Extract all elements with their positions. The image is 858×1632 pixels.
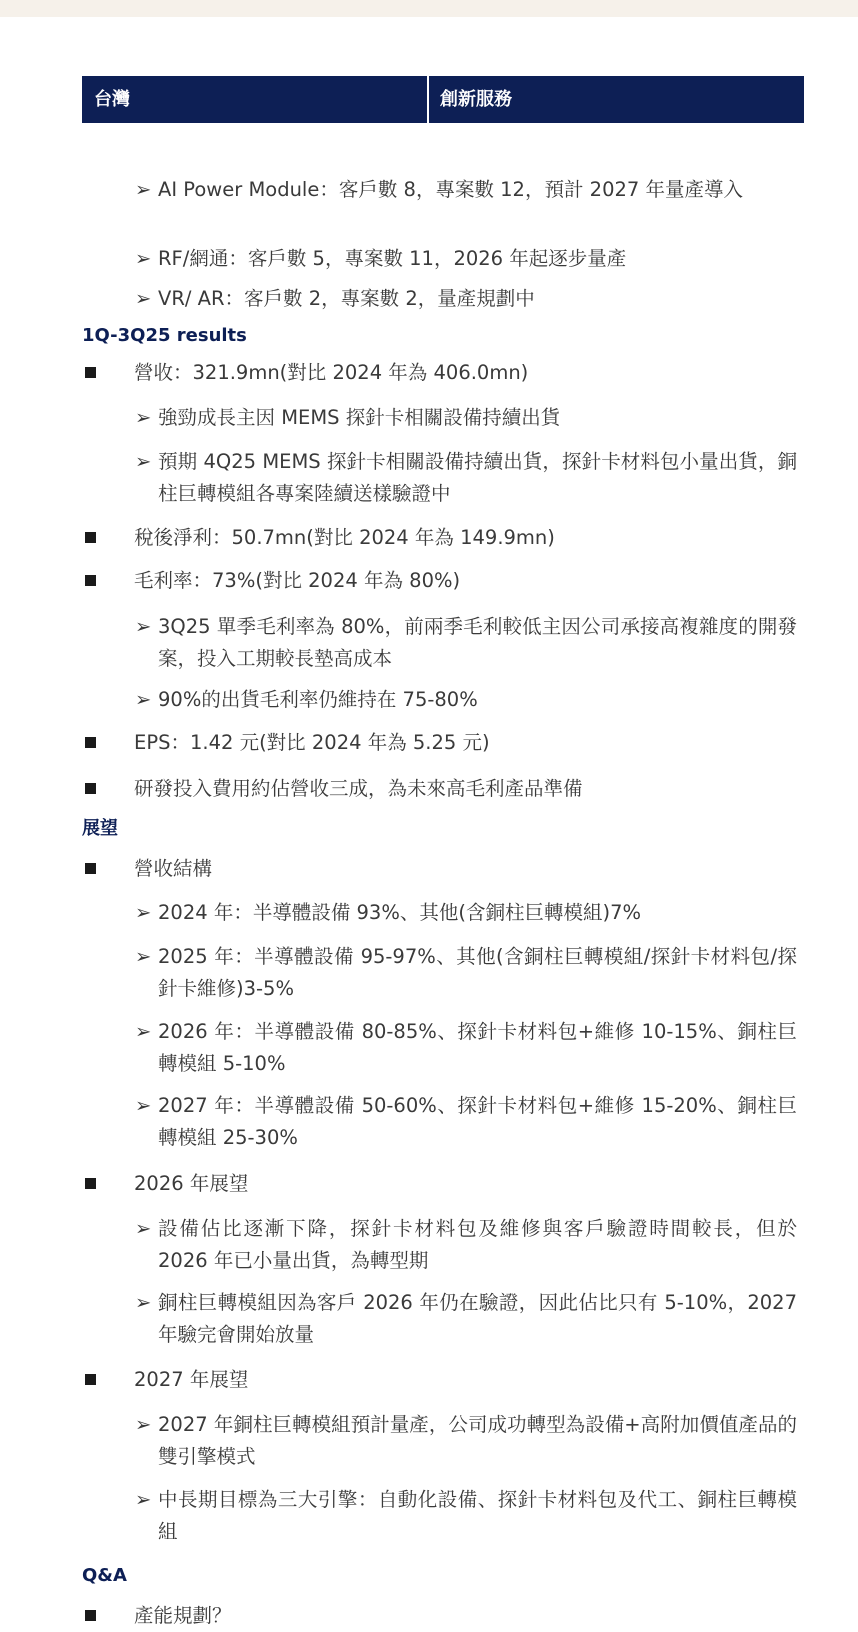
- intro-bullet-2: ➢ RF/網通：客戶數 5，專案數 11，2026 年起逐步量產: [135, 243, 797, 275]
- results-net-profit-item: 稅後淨利：50.7mn(對比 2024 年為 149.9mn): [82, 522, 802, 554]
- top-band: [0, 0, 858, 17]
- square-bullet-icon: [85, 737, 96, 748]
- arrow-bullet-icon: ➢: [135, 1094, 152, 1117]
- square-bullet-icon: [85, 1374, 96, 1385]
- revenue-sub-2: ➢ 預期 4Q25 MEMS 探針卡相關設備持續出貨，探針卡材料包小量出貨，銅柱巨轉模組各專案陸續送樣驗證中: [135, 446, 797, 510]
- gross-margin-sub-2: ➢ 90%的出貨毛利率仍維持在 75-80%: [135, 684, 797, 716]
- arrow-bullet-icon: ➢: [135, 1488, 152, 1511]
- structure-sub-2: ➢ 2025 年：半導體設備 95-97%、其他(含銅柱巨轉模組/探針卡材料包/探針卡維修)3-5%: [135, 941, 797, 1005]
- results-rnd-item: 研發投入費用約佔營收三成，為未來高毛利產品準備: [82, 773, 802, 805]
- square-bullet-icon: [85, 367, 96, 378]
- qa-section-title: Q&A: [82, 1565, 127, 1586]
- outlook-2027-sub-1: ➢ 2027 年銅柱巨轉模組預計量產，公司成功轉型為設備+高附加價值產品的雙引擎模式: [135, 1409, 797, 1473]
- qa-first-item: 產能規劃？: [82, 1600, 802, 1632]
- results-gross-margin-item: 毛利率：73%(對比 2024 年為 80%): [82, 565, 802, 597]
- report-header-bar: [82, 76, 804, 123]
- arrow-bullet-icon: ➢: [135, 945, 152, 968]
- square-bullet-icon: [85, 863, 96, 874]
- outlook-2027-item: 2027 年展望: [82, 1364, 802, 1396]
- outlook-section-title: 展望: [82, 818, 118, 839]
- structure-sub-3: ➢ 2026 年：半導體設備 80-85%、探針卡材料包+維修 10-15%、銅柱巨轉模組 5-10%: [135, 1016, 797, 1080]
- arrow-bullet-icon: ➢: [135, 688, 152, 711]
- arrow-bullet-icon: ➢: [135, 1217, 152, 1240]
- intro-bullet-3: ➢ VR/ AR：客戶數 2，專案數 2，量產規劃中: [135, 283, 797, 315]
- revenue-sub-1: ➢ 強勁成長主因 MEMS 探針卡相關設備持續出貨: [135, 402, 797, 434]
- outlook-revenue-structure-item: 營收結構: [82, 853, 802, 885]
- square-bullet-icon: [85, 532, 96, 543]
- square-bullet-icon: [85, 575, 96, 586]
- header-company: 創新服務: [440, 89, 512, 110]
- arrow-bullet-icon: ➢: [135, 615, 152, 638]
- intro-bullet-1: ➢ AI Power Module：客戶數 8，專案數 12，預計 2027 年量產導入: [135, 174, 797, 206]
- arrow-bullet-icon: ➢: [135, 1291, 152, 1314]
- header-divider: [427, 76, 429, 123]
- outlook-2026-sub-1: ➢ 設備佔比逐漸下降，探針卡材料包及維修與客戶驗證時間較長，但於 2026 年已小量出貨，為轉型期: [135, 1213, 797, 1277]
- arrow-bullet-icon: ➢: [135, 450, 152, 473]
- square-bullet-icon: [85, 1178, 96, 1189]
- arrow-bullet-icon: ➢: [135, 247, 152, 270]
- structure-sub-1: ➢ 2024 年：半導體設備 93%、其他(含銅柱巨轉模組)7%: [135, 897, 797, 929]
- outlook-2026-item: 2026 年展望: [82, 1168, 802, 1200]
- results-revenue-item: 營收：321.9mn(對比 2024 年為 406.0mn): [82, 357, 802, 389]
- outlook-2026-sub-2: ➢ 銅柱巨轉模組因為客戶 2026 年仍在驗證，因此佔比只有 5-10%，2027 年驗完會開始放量: [135, 1287, 797, 1351]
- results-eps-item: EPS：1.42 元(對比 2024 年為 5.25 元): [82, 727, 802, 759]
- arrow-bullet-icon: ➢: [135, 287, 152, 310]
- outlook-2027-sub-2: ➢ 中長期目標為三大引擎：自動化設備、探針卡材料包及代工、銅柱巨轉模組: [135, 1484, 797, 1548]
- square-bullet-icon: [85, 783, 96, 794]
- arrow-bullet-icon: ➢: [135, 901, 152, 924]
- arrow-bullet-icon: ➢: [135, 1413, 152, 1436]
- arrow-bullet-icon: ➢: [135, 406, 152, 429]
- structure-sub-4: ➢ 2027 年：半導體設備 50-60%、探針卡材料包+維修 15-20%、銅柱巨轉模組 25-30%: [135, 1090, 797, 1154]
- header-region: 台灣: [94, 89, 130, 110]
- arrow-bullet-icon: ➢: [135, 1020, 152, 1043]
- arrow-bullet-icon: ➢: [135, 178, 152, 201]
- gross-margin-sub-1: ➢ 3Q25 單季毛利率為 80%，前兩季毛利較低主因公司承接高複雜度的開發案，投入工期較長墊高成本: [135, 611, 797, 675]
- results-section-title: 1Q-3Q25 results: [82, 325, 247, 346]
